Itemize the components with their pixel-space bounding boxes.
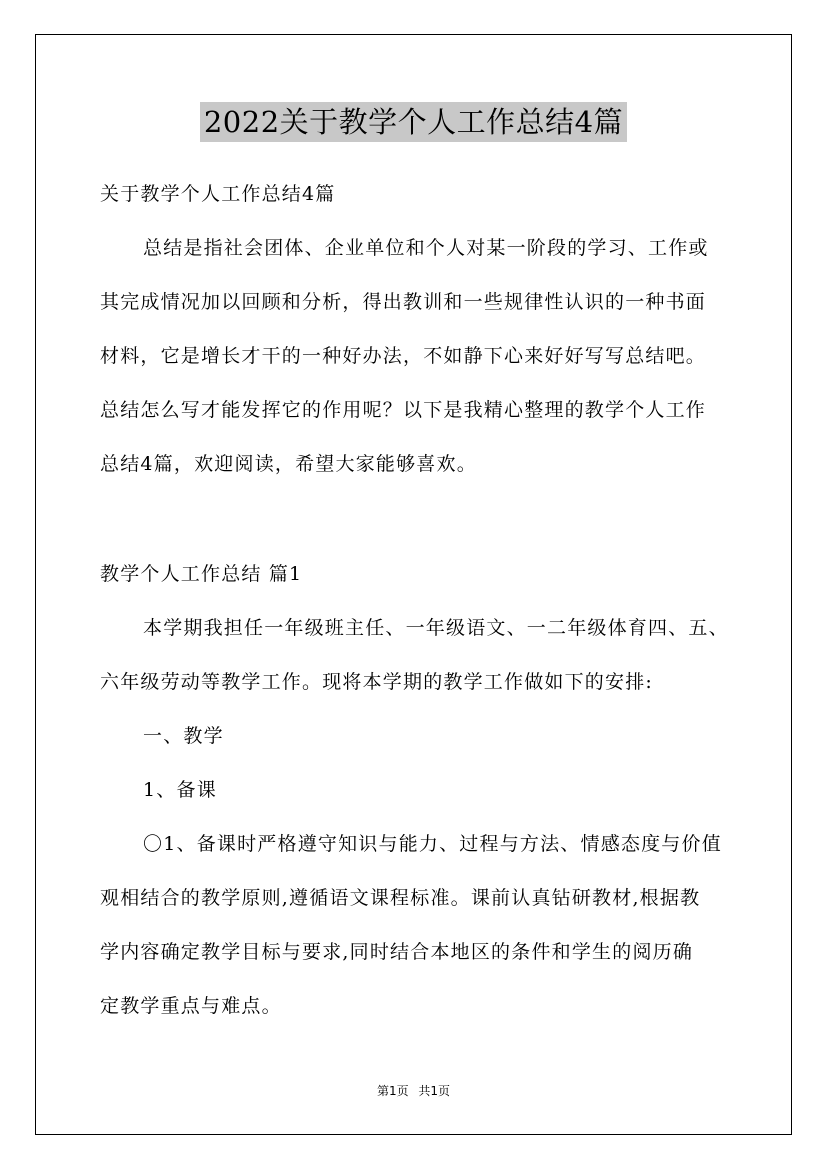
page-footer [0,1083,827,1099]
title-container [0,102,827,142]
heading-teaching: 一、教学 [143,725,224,747]
heading-lesson-prep: 1、备课 [143,779,217,801]
page-total: 共1页 [418,1084,451,1098]
paragraph-line: 学内容确定教学目标与要求,同时结合本地区的条件和学生的阅历确 [100,941,694,963]
document-title: 2022关于教学个人工作总结4篇 [200,102,627,142]
document-subtitle: 关于教学个人工作总结4篇 [100,183,336,205]
paragraph-line: 观相结合的教学原则,遵循语文课程标准。课前认真钻研教材,根据教 [100,887,701,909]
intro-line: 总结是指社会团体、企业单位和个人对某一阶段的学习、工作或 [143,237,709,259]
page-number: 第1页 [376,1084,409,1098]
section-line: 六年级劳动等教学工作。现将本学期的教学工作做如下的安排: [100,671,654,693]
intro-line: 其完成情况加以回顾和分析，得出教训和一些规律性认识的一种书面 [100,291,707,313]
section-heading: 教学个人工作总结 篇1 [100,563,303,585]
paragraph-line: 定教学重点与难点。 [100,995,282,1017]
intro-line: 总结4篇，欢迎阅读，希望大家能够喜欢。 [100,453,477,475]
paragraph-line: 〇1、备课时严格遵守知识与能力、过程与方法、情感态度与价值 [143,833,722,855]
intro-line: 材料，它是增长才干的一种好办法，不如静下心来好好写写总结吧。 [100,345,707,367]
intro-line: 总结怎么写才能发挥它的作用呢？以下是我精心整理的教学个人工作 [100,399,707,421]
section-line: 本学期我担任一年级班主任、一年级语文、一二年级体育四、五、 [143,617,729,639]
